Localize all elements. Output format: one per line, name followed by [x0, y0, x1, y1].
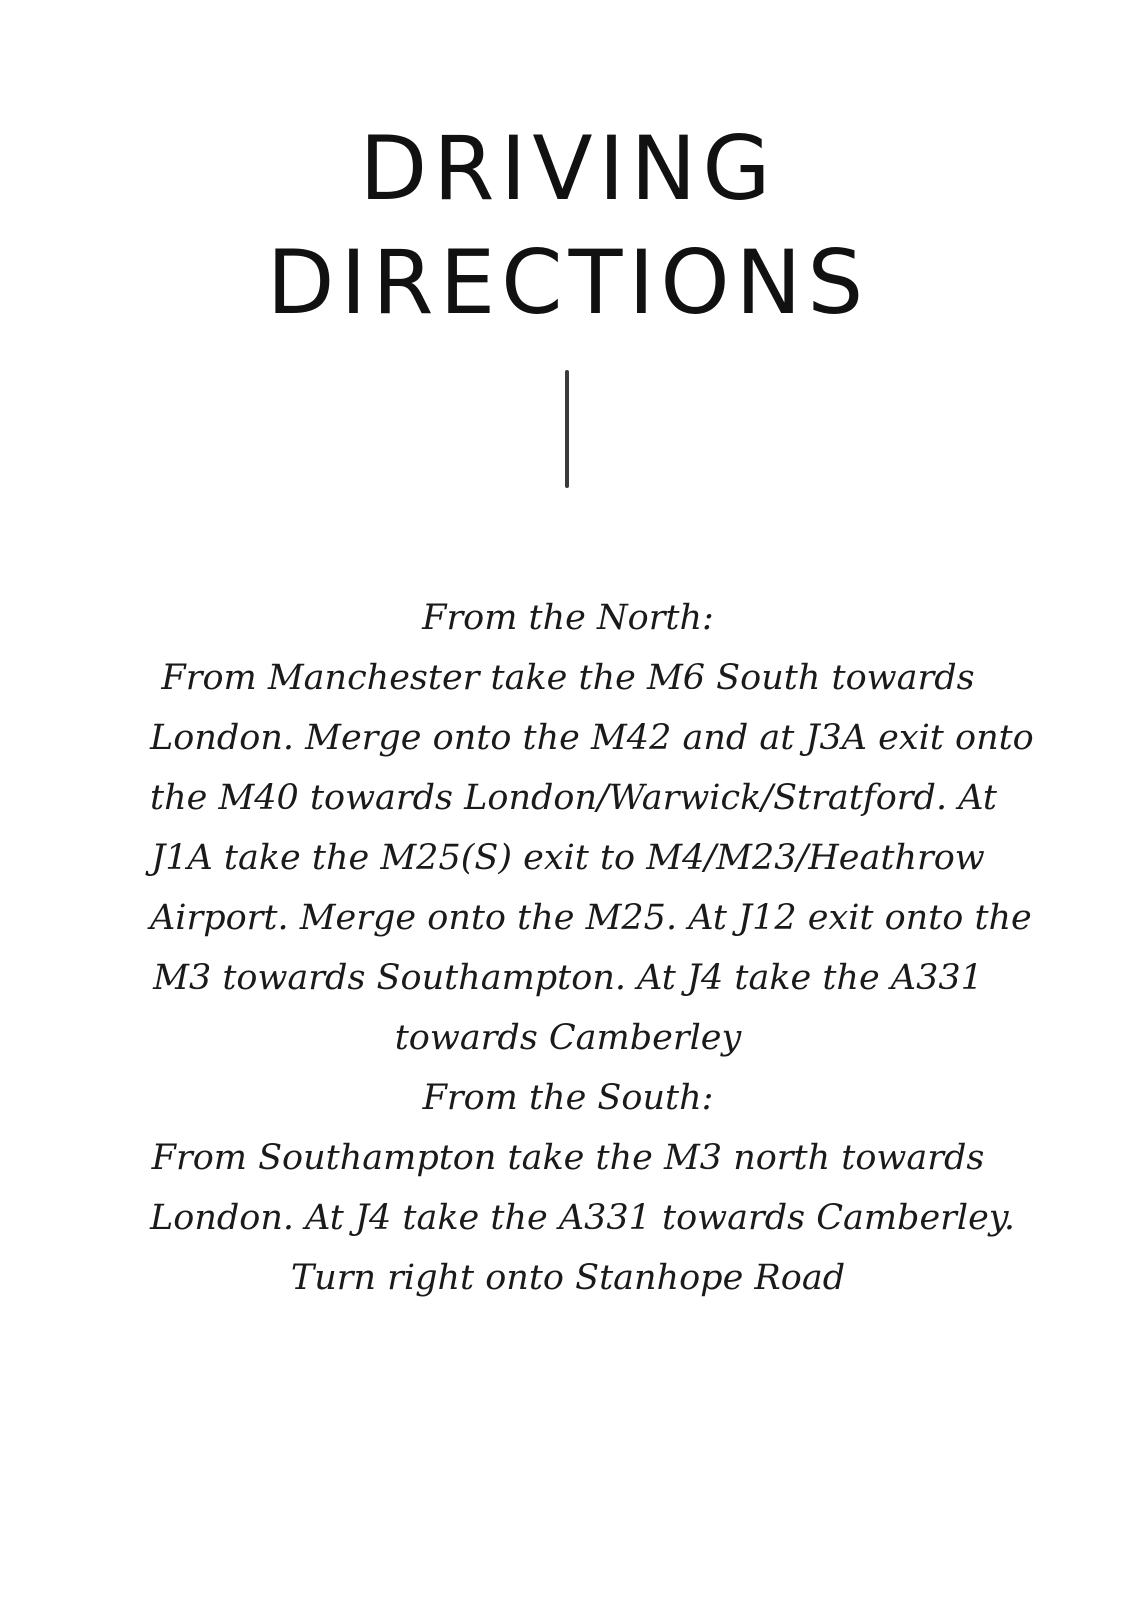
vertical-divider: [565, 370, 569, 488]
north-line: From Manchester take the M6 South towards: [161, 658, 975, 698]
north-line: the M40 towards London/Warwick/Stratford. At: [150, 778, 997, 818]
north-line: M3 towards Southampton. At J4 take the A331: [153, 958, 983, 998]
south-line: From Southampton take the M3 north towards: [151, 1138, 985, 1178]
south-line: Turn right onto Stanhope Road: [290, 1258, 846, 1298]
title-line-2: DIRECTIONS: [266, 231, 870, 334]
page-title: [0, 112, 1136, 340]
north-line: J1A take the M25(S) exit to M4/M23/Heathrow: [151, 838, 985, 878]
north-heading: From the North:: [422, 598, 714, 638]
title-line-1: DRIVING: [359, 117, 777, 220]
directions-text: [150, 588, 1034, 1308]
south-heading: From the South:: [422, 1078, 714, 1118]
north-line: Airport. Merge onto the M25. At J12 exit onto the: [150, 898, 1032, 938]
north-line: towards Camberley: [394, 1018, 742, 1058]
south-line: London. At J4 take the A331 towards Camberley.: [150, 1198, 1016, 1238]
north-line: London. Merge onto the M42 and at J3A exit onto: [150, 718, 1034, 758]
